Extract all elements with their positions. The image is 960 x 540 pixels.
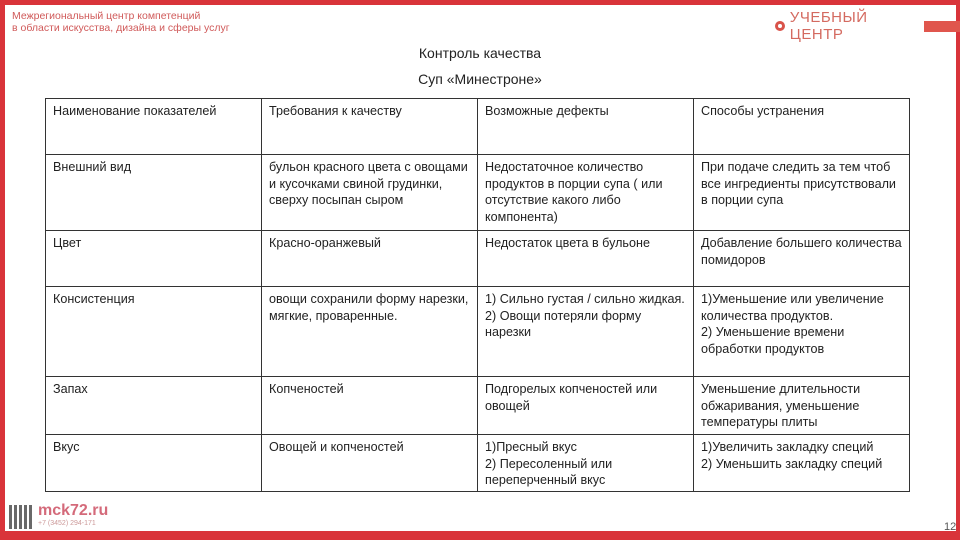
- table-header-row: [46, 99, 910, 155]
- header-cell: Способы устранения: [694, 99, 910, 155]
- table-row: [46, 231, 910, 287]
- page-title: Контроль качества: [418, 45, 542, 61]
- table-cell: 1)Увеличить закладку специй 2) Уменьшить закладку специй: [694, 435, 910, 492]
- brand-circle-icon: [775, 21, 785, 31]
- table-cell: бульон красного цвета с овощами и кусочками свиной грудинки, сверху посыпан сыром: [262, 155, 478, 231]
- table-cell: Копченостей: [262, 377, 478, 435]
- header-cell: Возможные дефекты: [478, 99, 694, 155]
- frame-border-top: [0, 0, 960, 5]
- table-row: [46, 287, 910, 377]
- table-cell: Запах: [46, 377, 262, 435]
- org-line-1: Межрегиональный центр компетенций: [12, 10, 201, 22]
- header-cell: Требования к качеству: [262, 99, 478, 155]
- table-cell: Внешний вид: [46, 155, 262, 231]
- table-cell: овощи сохранили форму нарезки, мягкие, проваренные.: [262, 287, 478, 377]
- table-cell: 1) Сильно густая / сильно жидкая. 2) Овощи потеряли форму нарезки: [478, 287, 694, 377]
- brand-logo: [775, 9, 960, 43]
- table-cell: Подгорелых копченостей или овощей: [478, 377, 694, 435]
- table-cell: Недостаток цвета в бульоне: [478, 231, 694, 287]
- table-row: [46, 435, 910, 492]
- site-link[interactable]: mck72.ru: [38, 502, 109, 519]
- table-cell: Вкус: [46, 435, 262, 492]
- qr-code-icon: [9, 505, 33, 529]
- table-cell: Добавление большего количества помидоров: [694, 231, 910, 287]
- brand-text: УЧЕБНЫЙ ЦЕНТР: [789, 9, 868, 43]
- page-subtitle: Суп «Минестроне»: [418, 71, 542, 87]
- table-cell: Уменьшение длительности обжаривания, уменьшение температуры плиты: [694, 377, 910, 435]
- page-number: 12: [944, 521, 957, 533]
- brand-tag: [924, 21, 960, 32]
- table-cell: При подаче следить за тем чтоб все ингредиенты присутствовали в порции супа: [694, 155, 910, 231]
- table-row: [46, 377, 910, 435]
- org-name: [12, 10, 230, 34]
- table-cell: Красно-оранжевый: [262, 231, 478, 287]
- frame-border-bottom: [0, 531, 960, 540]
- table-cell: Цвет: [46, 231, 262, 287]
- org-line-2: в области искусства, дизайна и сферы услуг: [12, 22, 230, 34]
- table-cell: Консистенция: [46, 287, 262, 377]
- table-row: [46, 155, 910, 231]
- phone-number: +7 (3452) 294-171: [38, 520, 96, 527]
- header-cell: Наименование показателей: [46, 99, 262, 155]
- table-cell: Недостаточное количество продуктов в порции супа ( или отсутствие какого либо компонента): [478, 155, 694, 231]
- table-cell: 1)Пресный вкус 2) Пересоленный или переперченный вкус: [478, 435, 694, 492]
- table-cell: Овощей и копченостей: [262, 435, 478, 492]
- table-cell: 1)Уменьшение или увеличение количества продуктов. 2) Уменьшение времени обработки продуктов: [694, 287, 910, 377]
- quality-table: [45, 98, 910, 492]
